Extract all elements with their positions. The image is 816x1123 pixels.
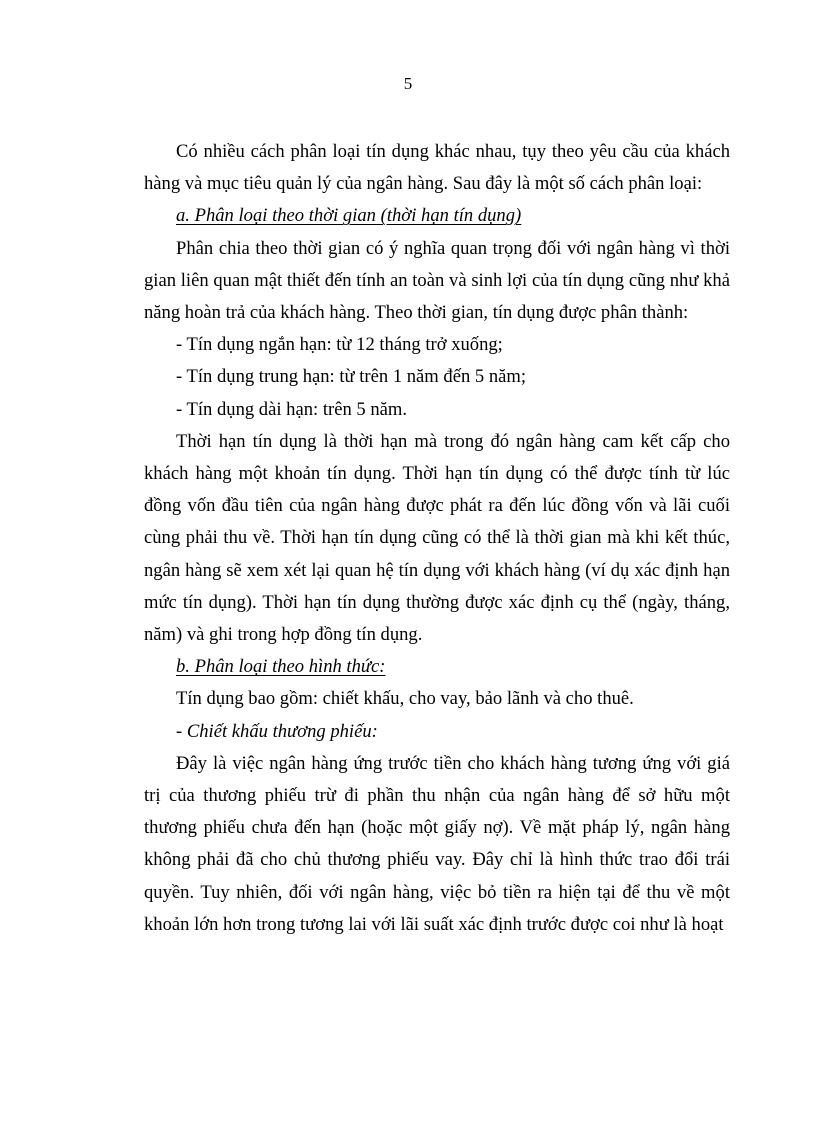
- page-number: 5: [403, 74, 413, 93]
- paragraph-credit-term: Thời hạn tín dụng là thời hạn mà trong đó ngân hàng cam kết cấp cho khách hàng một khoản tín dụng. Thời hạn tín dụng có thể được tính từ lúc đồng vốn đầu tiên của ngân hàng được phát ra đến lúc đồng vốn và lãi cuối cùng phải thu về. Thời hạn tín dụng cũng có thể là thời gian mà khi kết thúc, ngân hàng sẽ xem xét lại quan hệ tín dụng với khách hàng (ví dụ xác định hạn mức tín dụng). Thời hạn tín dụng thường được xác định cụ thể (ngày, tháng, năm) và ghi trong hợp đồng tín dụng.: [144, 430, 730, 646]
- document-body: [144, 136, 730, 941]
- bullet-medium-term: - Tín dụng trung hạn: từ trên 1 năm đến 5 năm;: [176, 366, 527, 388]
- paragraph-credit-types: Tín dụng bao gồm: chiết khấu, cho vay, bảo lãnh và cho thuê.: [176, 688, 634, 710]
- bullet-long-term: - Tín dụng dài hạn: trên 5 năm.: [176, 398, 407, 420]
- heading-time-classification: a. Phân loại theo thời gian (thời hạn tín dụng): [176, 205, 522, 227]
- heading-discount-bills: - Chiết khấu thương phiếu:: [176, 720, 378, 742]
- heading-form-classification: b. Phân loại theo hình thức:: [176, 656, 386, 678]
- paragraph-time-classification: Phân chia theo thời gian có ý nghĩa quan trọng đối với ngân hàng vì thời gian liên quan mật thiết đến tính an toàn và sinh lợi của tín dụng cũng như khả năng hoàn trả của khách hàng. Theo thời gian, tín dụng được phân thành:: [144, 237, 730, 324]
- paragraph-intro: Có nhiều cách phân loại tín dụng khác nhau, tụy theo yêu cầu của khách hàng và mục tiêu quản lý của ngân hàng. Sau đây là một số cách phân loại:: [144, 141, 730, 195]
- paragraph-discount-bills: Đây là việc ngân hàng ứng trước tiền cho khách hàng tương ứng với giá trị của thương phiếu trừ đi phần thu nhận của ngân hàng để sở hữu một thương phiếu chưa đến hạn (hoặc một giấy nợ). Về mặt pháp lý, ngân hàng không phải đã cho chủ thương phiếu vay. Đây chỉ là hình thức trao đổi trái quyền. Tuy nhiên, đối với ngân hàng, việc bỏ tiền ra hiện tại để thu về một khoản lớn hơn trong tương lai với lãi suất xác định trước được coi như là hoạt: [144, 752, 730, 935]
- bullet-short-term: - Tín dụng ngắn hạn: từ 12 tháng trở xuống;: [176, 334, 503, 356]
